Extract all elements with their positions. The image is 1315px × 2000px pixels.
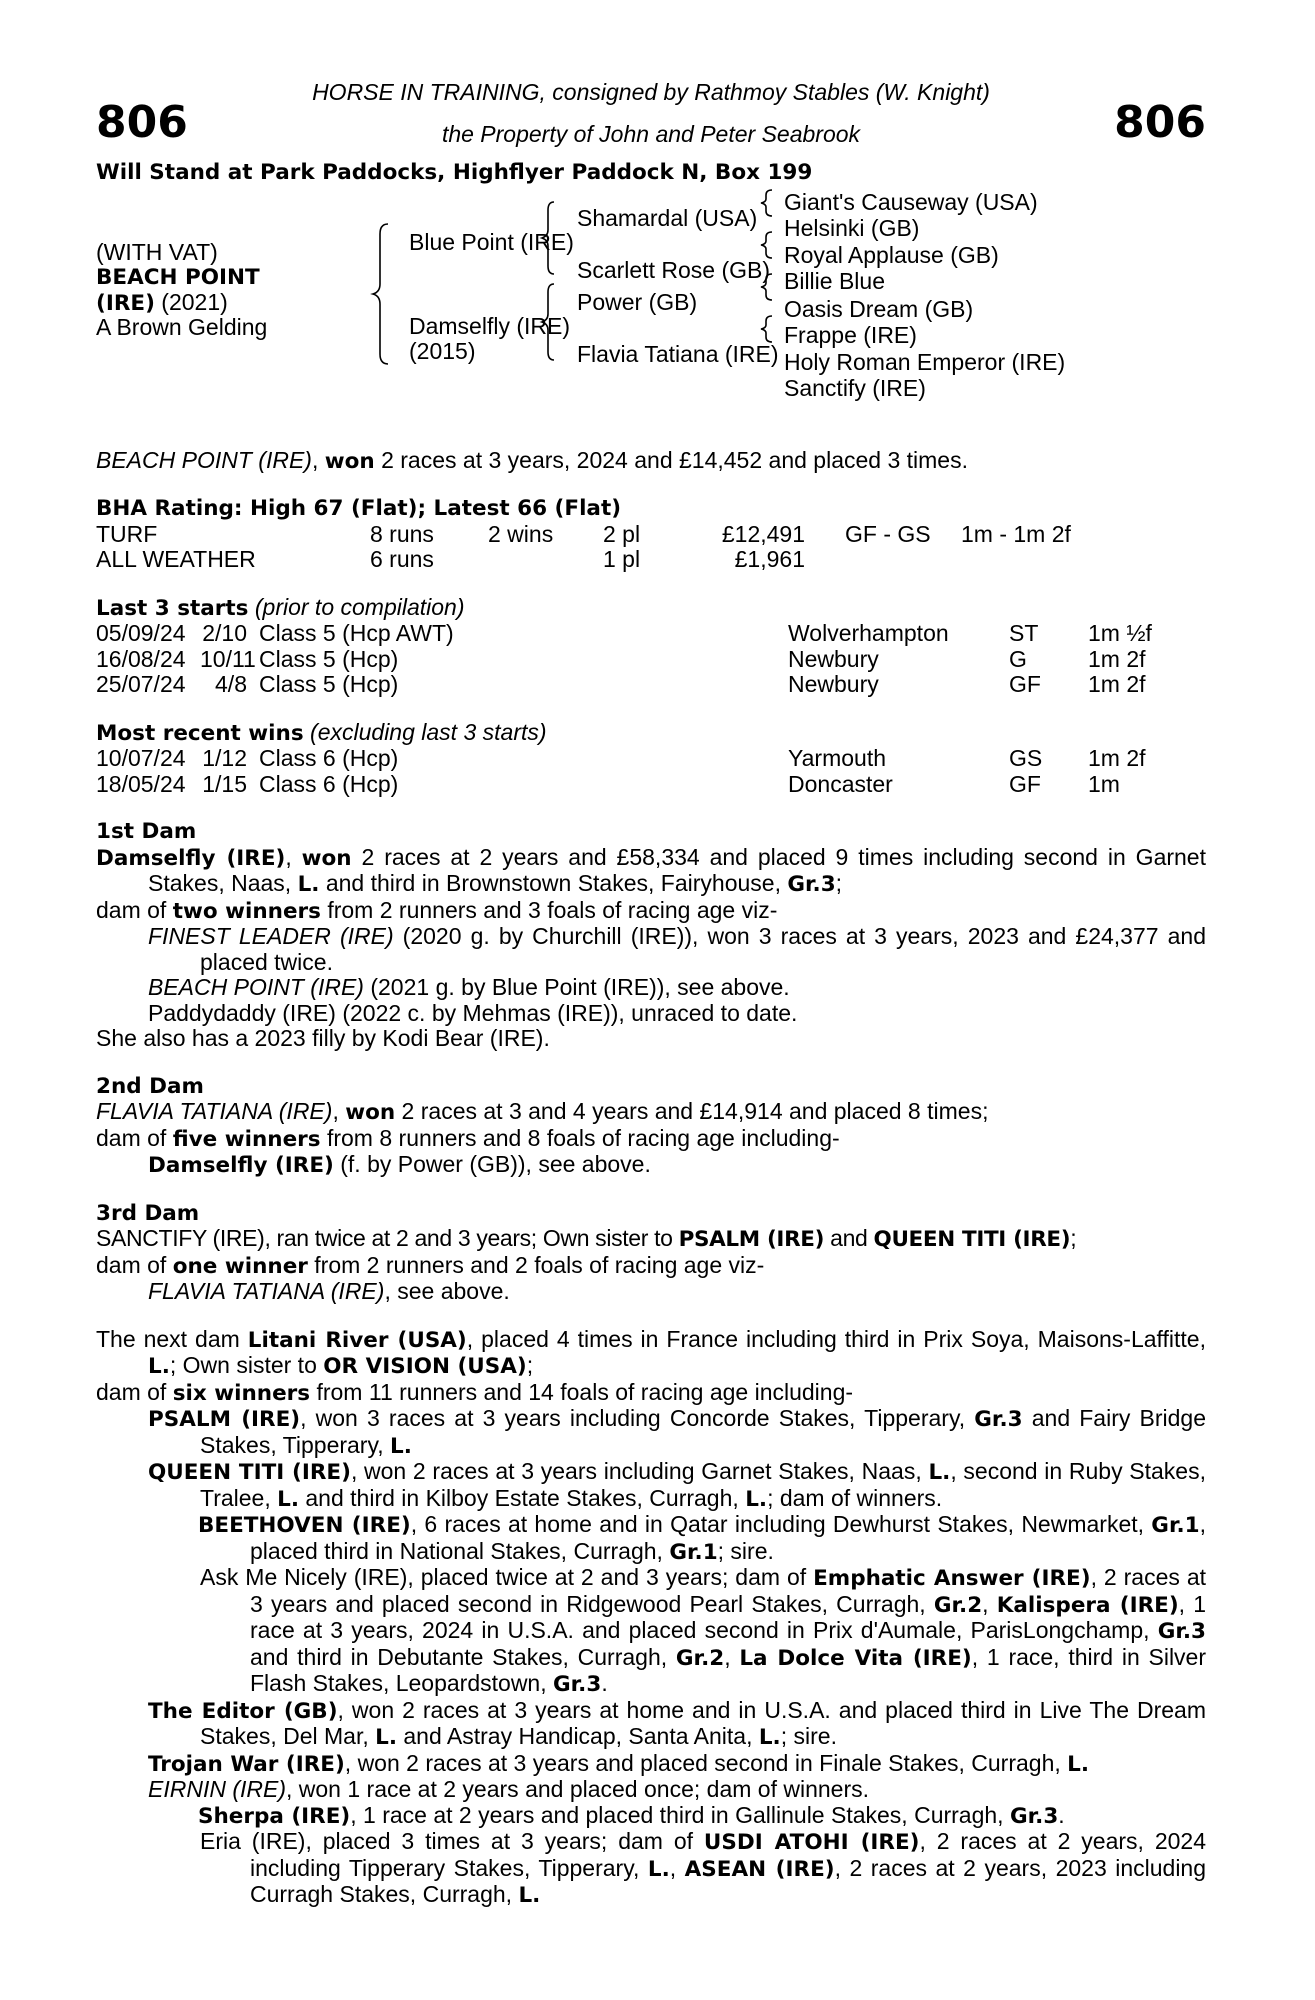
pedigree-table	[96, 186, 1206, 448]
rating-row: TURF 8 runs 2 wins 2 pl £12,491 GF - GS 1m - 1m 2f	[96, 520, 1071, 547]
recent-wins-section	[96, 720, 1206, 798]
ggd-1: Helsinki (GB)	[784, 214, 920, 241]
lot-number-left: 806	[96, 97, 188, 148]
ggs-4: Holy Roman Emperor (IRE)	[784, 348, 1066, 375]
last-starts-heading: Last 3 starts (prior to compilation)	[96, 593, 465, 621]
produce-damselfly: Damselfly (IRE) (f. by Power (GB)), see above.	[148, 1151, 651, 1178]
start-row: 25/07/24 4/8 Class 5 (Hcp) Newbury GF 1m 2f	[96, 671, 1146, 697]
produce-psalm: PSALM (IRE), won 3 races at 3 years including Concorde Stakes, Tipperary, Gr.3 and Fairy Bridge Stakes, Tipperary, L.	[148, 1405, 1206, 1459]
first-dam-heading: 1st Dam	[96, 819, 197, 844]
third-dam-record: SANCTIFY (IRE), ran twice at 2 and 3 years; Own sister to PSALM (IRE) and QUEEN TITI (IRE);	[96, 1225, 1077, 1252]
dam-year: (2015)	[409, 337, 476, 364]
produce-eirnin: EIRNIN (IRE), won 1 race at 2 years and placed once; dam of winners.	[148, 1776, 869, 1802]
ggd-4: Sanctify (IRE)	[784, 374, 926, 401]
third-dam-produce: dam of one winner from 2 runners and 2 foals of racing age viz-	[96, 1251, 765, 1279]
sire: Blue Point (IRE)	[409, 228, 574, 255]
start-row: 16/08/24 10/11 Class 5 (Hcp) Newbury G 1m 2f	[96, 645, 1146, 672]
ggs-3: Oasis Dream (GB)	[784, 295, 974, 322]
property-line: the Property of John and Peter Seabrook	[441, 121, 861, 147]
third-dam-heading: 3rd Dam	[96, 1200, 200, 1226]
lot-number-right: 806	[1114, 97, 1206, 148]
recent-wins-heading: Most recent wins (excluding last 3 starts)	[96, 718, 547, 746]
dam-sire: Power (GB)	[577, 288, 698, 315]
third-dam-section	[96, 1201, 1206, 1305]
first-dam-section	[96, 819, 1206, 1052]
win-row: 10/07/24 1/12 Class 6 (Hcp) Yarmouth GS 1m 2f	[96, 745, 1146, 771]
first-dam-record: Damselfly (IRE), won 2 races at 2 years and £58,334 and placed 9 times including second in Garnet Stakes, Naas, L. and third in Brownstown Stakes, Fairyhouse, Gr.3;	[96, 843, 1206, 897]
produce-beethoven: BEETHOVEN (IRE), 6 races at home and in Qatar including Dewhurst Stakes, Newmarket, Gr.1, placed third in National Stakes, Curragh, Gr.1; sire.	[198, 1511, 1206, 1565]
vat-note: (WITH VAT)	[96, 238, 218, 265]
ggs-2: Royal Applause (GB)	[784, 241, 999, 268]
second-dam-heading: 2nd Dam	[96, 1073, 204, 1099]
next-dam-section	[96, 1327, 1206, 1909]
start-row: 05/09/24 2/10 Class 5 (Hcp AWT) Wolverhampton ST 1m ½f	[96, 620, 1152, 646]
second-dam-produce: dam of five winners from 8 runners and 8 foals of racing age including-	[96, 1124, 840, 1152]
sire-dam: Scarlett Rose (GB)	[577, 256, 770, 283]
produce-ask-me-nicely: Ask Me Nicely (IRE), placed twice at 2 and 3 years; dam of Emphatic Answer (IRE), 2 races at 3 years and placed second in Ridgewood Pearl Stakes, Curragh, Gr.2, Kalispera (IRE), 1 race at 3 years, 2024 in U.S.A. and placed second in Prix d'Aumale, ParisLongchamp, Gr.3 and third in Debutante Stakes, Curragh, Gr.2, La Dolce Vita (IRE), 1 race, third in Silver Flash Stakes, Leopardstown, Gr.3.	[200, 1564, 1207, 1697]
second-dam-section	[96, 1074, 1206, 1179]
brace-giants	[761, 190, 772, 216]
dam: Damselfly (IRE)	[409, 312, 571, 339]
catalogue-page	[96, 76, 1206, 1909]
ggs-1: Giant's Causeway (USA)	[784, 188, 1038, 215]
next-dam-record: The next dam Litani River (USA), placed 4 times in France including third in Prix Soya, Maisons-Laffitte, L.; Own sister to OR VISION (USA);	[96, 1325, 1206, 1379]
produce-the-editor: The Editor (GB), won 2 races at 3 years at home and in U.S.A. and placed third in Live The Dream Stakes, Del Mar, L. and Astray Handicap, Santa Anita, L.; sire.	[148, 1696, 1206, 1750]
produce-finest-leader: FINEST LEADER (IRE) (2020 g. by Churchill (IRE)), won 3 races at 3 years, 2023 and £24,377 and placed twice.	[148, 923, 1206, 975]
horse-name: BEACH POINT	[96, 264, 260, 290]
produce-sherpa: Sherpa (IRE), 1 race at 2 years and placed third in Gallinule Stakes, Curragh, Gr.3.	[198, 1801, 1065, 1829]
race-summary: BEACH POINT (IRE), won 2 races at 3 years, 2024 and £14,452 and placed 3 times.	[96, 446, 968, 474]
first-dam-produce: dam of two winners from 2 runners and 3 foals of racing age viz-	[96, 896, 778, 924]
produce-flavia: FLAVIA TATIANA (IRE), see above.	[148, 1278, 510, 1304]
next-dam-produce: dam of six winners from 11 runners and 14 foals of racing age including-	[96, 1378, 854, 1406]
second-dam-record: FLAVIA TATIANA (IRE), won 2 races at 3 and 4 years and £14,914 and placed 8 times;	[96, 1098, 989, 1125]
produce-queen-titi: QUEEN TITI (IRE), won 2 races at 3 years including Garnet Stakes, Naas, L., second in Ruby Stakes, Tralee, L. and third in Kilboy Estate Stakes, Curragh, L.; dam of winners.	[148, 1458, 1206, 1512]
bha-rating-heading: BHA Rating: High 67 (Flat); Latest 66 (Flat)	[96, 496, 622, 521]
sire-sire: Shamardal (USA)	[577, 204, 758, 231]
brace-holy	[761, 316, 772, 342]
horse-origin-year: (IRE) (2021)	[96, 288, 228, 316]
rating-row: ALL WEATHER 6 runs 1 pl £1,961	[96, 546, 805, 572]
ggd-2: Billie Blue	[784, 267, 885, 294]
dam-dam: Flavia Tatiana (IRE)	[577, 340, 779, 367]
stand-location: Will Stand at Park Paddocks, Highflyer Paddock N, Box 199	[96, 160, 813, 185]
produce-filly-note: She also has a 2023 filly by Kodi Bear (IRE).	[96, 1025, 550, 1051]
produce-eria: Eria (IRE), placed 3 times at 3 years; dam of USDI ATOHI (IRE), 2 races at 2 years, 2024 including Tipperary Stakes, Tipperary, L., ASEAN (IRE), 2 races at 2 years, 2023 including Curragh Stakes, Curragh, L.	[200, 1828, 1207, 1908]
produce-trojan-war: Trojan War (IRE), won 2 races at 3 years and placed second in Finale Stakes, Curragh, L.	[148, 1749, 1090, 1777]
main-brace	[373, 224, 388, 364]
produce-beach-point: BEACH POINT (IRE) (2021 g. by Blue Point (IRE)), see above.	[148, 974, 790, 1000]
last-starts-section	[96, 595, 1206, 698]
lot-header	[96, 76, 1206, 158]
bha-rating-section	[96, 496, 1206, 573]
brace-royal	[761, 232, 772, 258]
consignor-line: HORSE IN TRAINING, consigned by Rathmoy Stables (W. Knight)	[312, 79, 990, 105]
win-row: 18/05/24 1/15 Class 6 (Hcp) Doncaster GF 1m	[96, 770, 1120, 797]
horse-description: A Brown Gelding	[96, 313, 268, 340]
produce-paddydaddy: Paddydaddy (IRE) (2022 c. by Mehmas (IRE)), unraced to date.	[148, 999, 798, 1026]
ggd-3: Frappe (IRE)	[784, 321, 917, 348]
